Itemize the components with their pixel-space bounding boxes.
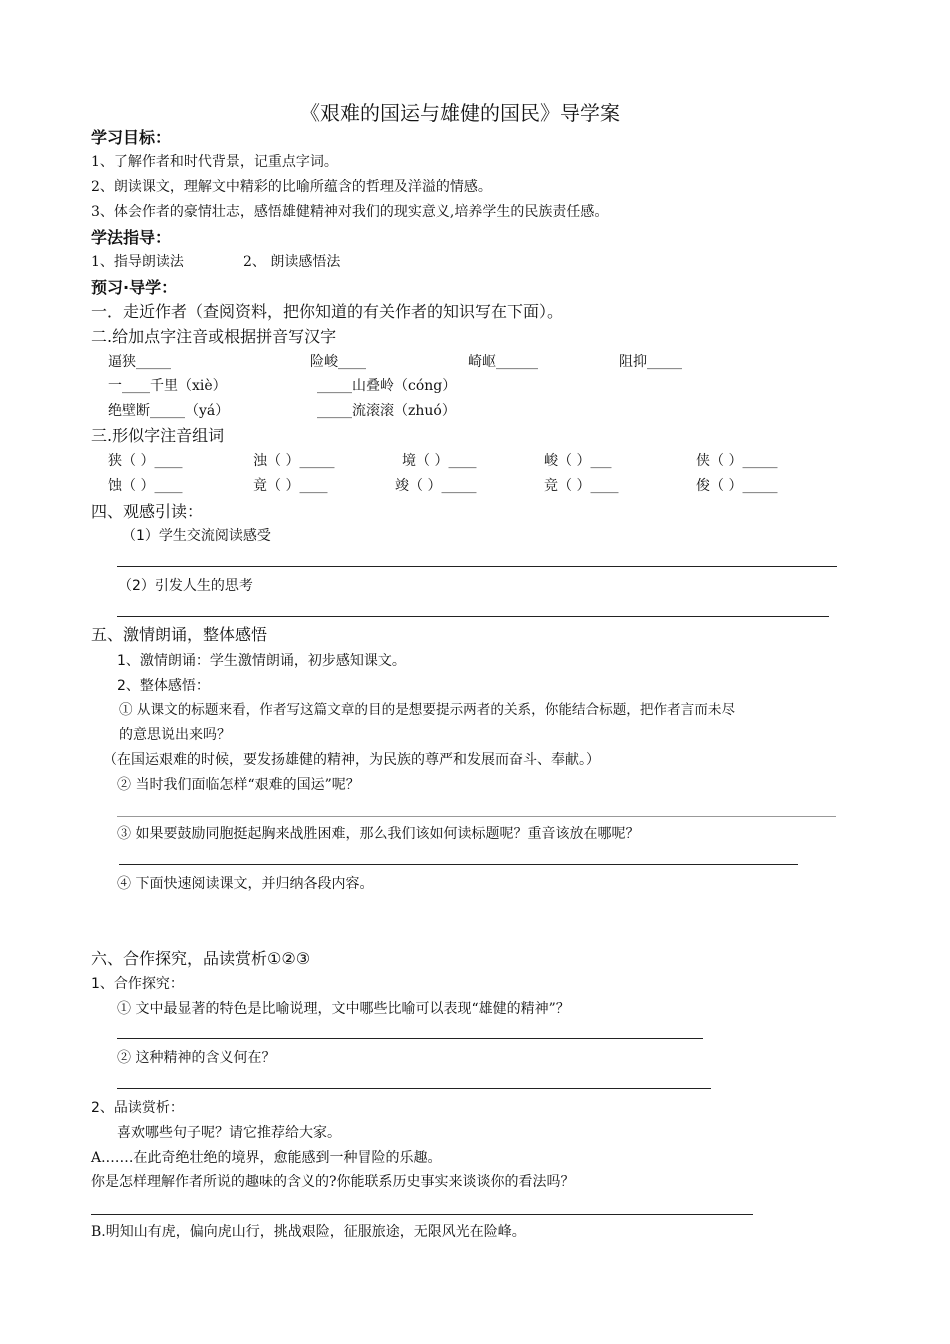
paragraph: 2、整体感悟： — [117, 678, 210, 694]
question: ④ 下面快速阅读课文，并归纳各段内容。 — [117, 876, 374, 892]
similar-char-item: 蚀（ ）____ — [108, 478, 183, 494]
objective-item: 2、朗读课文，理解文中精彩的比喻所蕴含的哲理及洋溢的情感。 — [91, 179, 492, 195]
question: 你是怎样理解作者所说的趣味的含义的?你能联系历史事实来谈谈你的看法吗？ — [91, 1174, 575, 1190]
question: （2）引发人生的思考 — [118, 578, 253, 594]
preview-heading: 预习·导学： — [91, 278, 178, 297]
section-2-heading: 二.给加点字注音或根据拼音写汉字 — [91, 327, 337, 346]
pinyin-item: 险峻____ — [310, 354, 366, 370]
quote-b: B.明知山有虎，偏向虎山行，挑战艰险，征服旅途，无限风光在险峰。 — [91, 1224, 526, 1240]
question: （1）学生交流阅读感受 — [122, 528, 271, 544]
pinyin-item: 逼狭_____ — [108, 354, 171, 370]
paragraph: 喜欢哪些句子呢？请它推荐给大家。 — [117, 1125, 341, 1141]
answer-line[interactable] — [117, 616, 829, 617]
question: ① 从课文的标题来看，作者写这篇文章的目的是想要提示两者的关系，你能结合标题，把作者言而未尽 — [119, 702, 736, 718]
pinyin-item: 崎岖______ — [468, 354, 538, 370]
question: ① 文中最显著的特色是比喻说理，文中哪些比喻可以表现“雄健的精神”？ — [117, 1001, 570, 1017]
pinyin-item: _____山叠岭（cóng） — [317, 378, 457, 394]
similar-char-item: 狭（ ）____ — [108, 453, 183, 469]
section-4-heading: 四、观感引读： — [91, 502, 204, 521]
objectives-heading: 学习目标： — [91, 128, 172, 147]
pinyin-item: 绝壁断_____（yá） — [108, 403, 230, 419]
quote-a: A.……在此奇绝壮绝的境界，愈能感到一种冒险的乐趣。 — [91, 1150, 442, 1166]
answer-line[interactable] — [91, 1214, 753, 1215]
similar-char-item: 侠（ ）_____ — [696, 453, 778, 469]
answer-line[interactable] — [117, 1088, 711, 1089]
similar-char-item: 峻（ ）___ — [544, 453, 612, 469]
paragraph: 1、合作探究： — [91, 976, 184, 992]
pinyin-item: 阻抑_____ — [619, 354, 682, 370]
section-3-heading: 三.形似字注音组词 — [91, 426, 225, 445]
page-title: 《艰难的国运与雄健的国民》导学案 — [300, 101, 620, 125]
question: ② 当时我们面临怎样“艰难的国运”呢？ — [117, 777, 360, 793]
similar-char-item: 竟（ ）____ — [253, 478, 328, 494]
similar-char-item: 竞（ ）____ — [544, 478, 619, 494]
method-item: 1、指导朗读法 — [91, 254, 184, 270]
question: ③ 如果要鼓励同胞挺起胸来战胜困难，那么我们该如何读标题呢？重音该放在哪呢？ — [117, 826, 640, 842]
answer-line[interactable] — [119, 864, 798, 865]
similar-char-item: 竣（ ）_____ — [395, 478, 477, 494]
pinyin-item: _____流滚滚（zhuó） — [317, 403, 456, 419]
question: 的意思说出来吗？ — [119, 727, 231, 743]
answer-line[interactable] — [117, 816, 836, 817]
paragraph: 1、激情朗诵：学生激情朗诵，初步感知课文。 — [117, 653, 406, 669]
section-6-heading: 六、合作探究，品读赏析①②③ — [91, 949, 311, 968]
method-item: 2、 朗读感悟法 — [243, 254, 341, 270]
objective-item: 1、了解作者和时代背景，记重点字词。 — [91, 154, 338, 170]
similar-char-item: 浊（ ）_____ — [253, 453, 335, 469]
objective-item: 3、体会作者的豪情壮志，感悟雄健精神对我们的现实意义,培养学生的民族责任感。 — [91, 204, 609, 220]
answer-line[interactable] — [117, 566, 837, 567]
section-1-heading: 一．走近作者（查阅资料，把你知道的有关作者的知识写在下面）。 — [91, 302, 564, 321]
method-heading: 学法指导： — [91, 228, 172, 247]
answer-line[interactable] — [117, 1038, 703, 1039]
similar-char-item: 俊（ ）_____ — [696, 478, 778, 494]
section-5-heading: 五、激情朗诵，整体感悟 — [91, 625, 268, 644]
answer-text: （在国运艰难的时候，要发扬雄健的精神，为民族的尊严和发展而奋斗、奉献。） — [103, 752, 600, 768]
similar-char-item: 境（ ）____ — [402, 453, 477, 469]
pinyin-item: 一____千里（xiè） — [108, 378, 227, 394]
paragraph: 2、品读赏析： — [91, 1100, 184, 1116]
question: ② 这种精神的含义何在？ — [117, 1050, 276, 1066]
